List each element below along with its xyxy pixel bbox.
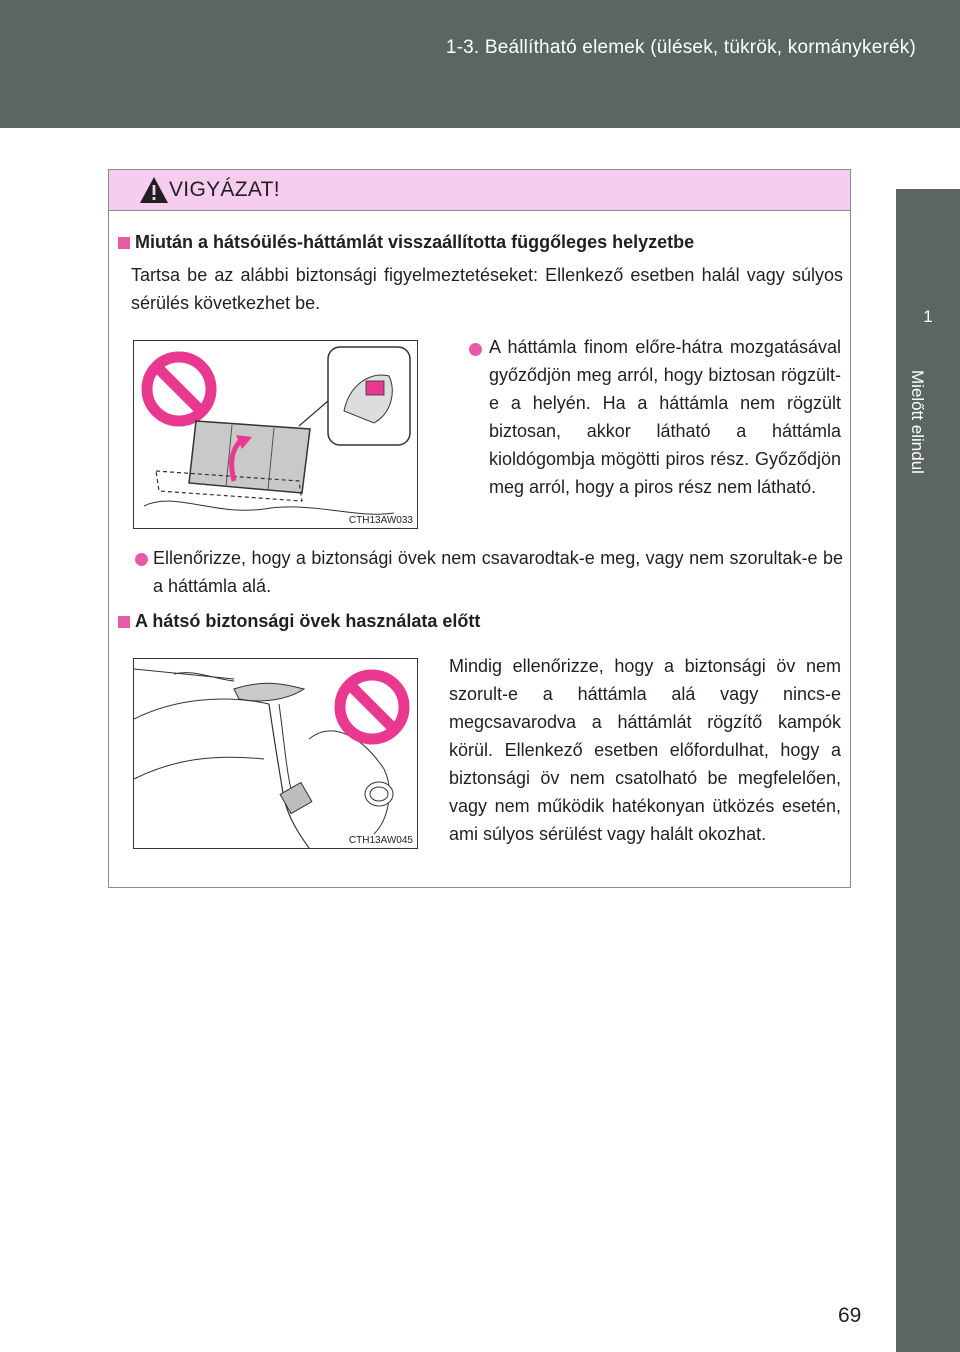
warning-box (108, 169, 851, 888)
section-title: 1-3. Beállítható elemek (ülések, tükrök, kormánykerék) (445, 37, 916, 58)
seatback-figure (133, 340, 418, 529)
chapter-label: Mielőtt elindul (908, 370, 927, 474)
section2-heading: A hátsó biztonsági övek használata előtt (135, 611, 481, 631)
section2-text: Mindig ellenőrizze, hogy a biztonsági öv nem szorult-e a háttámla alá vagy nincs-e megcsavarodva a háttámlát rögzítő kampók körül. Ellenkező esetben előfordulhat, hogy a biztonsági öv nem csatolható be megfelelően, vagy nem működik hatékonyan ütközés esetén, ami súlyos sérülést vagy halált okozhat. (449, 656, 841, 844)
prohibition-icon (340, 675, 404, 739)
chapter-tab (896, 189, 960, 360)
square-bullet-icon (118, 237, 130, 249)
section1-bullet1: A háttámla finom előre-hátra mozgatásával győződjön meg arról, hogy biztosan rögzült-e a helyén. Ha a háttámla nem rögzült biztosan, akkor látható a háttámla kioldógombja mögötti piros rész. Győződjön meg arról, hogy a piros rész nem látható. (489, 337, 841, 497)
section1-bullet2: Ellenőrizze, hogy a biztonsági övek nem csavarodtak-e meg, vagy nem szorultak-e be a háttámla alá. (153, 548, 843, 596)
section1-intro: Tartsa be az alábbi biztonsági figyelmeztetéseket: Ellenkező esetben halál vagy súlyos sérülés következhet be. (131, 265, 843, 313)
header-bar (0, 0, 960, 128)
section1-heading: Miután a hátsóülés-háttámlát visszaállította függőleges helyzetbe (135, 232, 695, 252)
square-bullet-icon (118, 616, 130, 628)
warning-title: VIGYÁZAT! (169, 178, 280, 201)
seatbelt-figure (133, 658, 418, 849)
warning-header (109, 170, 850, 211)
chapter-number: 1 (923, 307, 933, 326)
figure-code: CTH13AW045 (348, 835, 413, 846)
round-bullet-icon (135, 553, 148, 566)
round-bullet-icon (469, 343, 482, 356)
chapter-strip (896, 360, 960, 1352)
warning-triangle-icon (137, 173, 171, 207)
page-number: 69 (838, 1304, 862, 1327)
prohibition-icon (147, 357, 211, 421)
figure-code: CTH13AW033 (348, 515, 413, 526)
